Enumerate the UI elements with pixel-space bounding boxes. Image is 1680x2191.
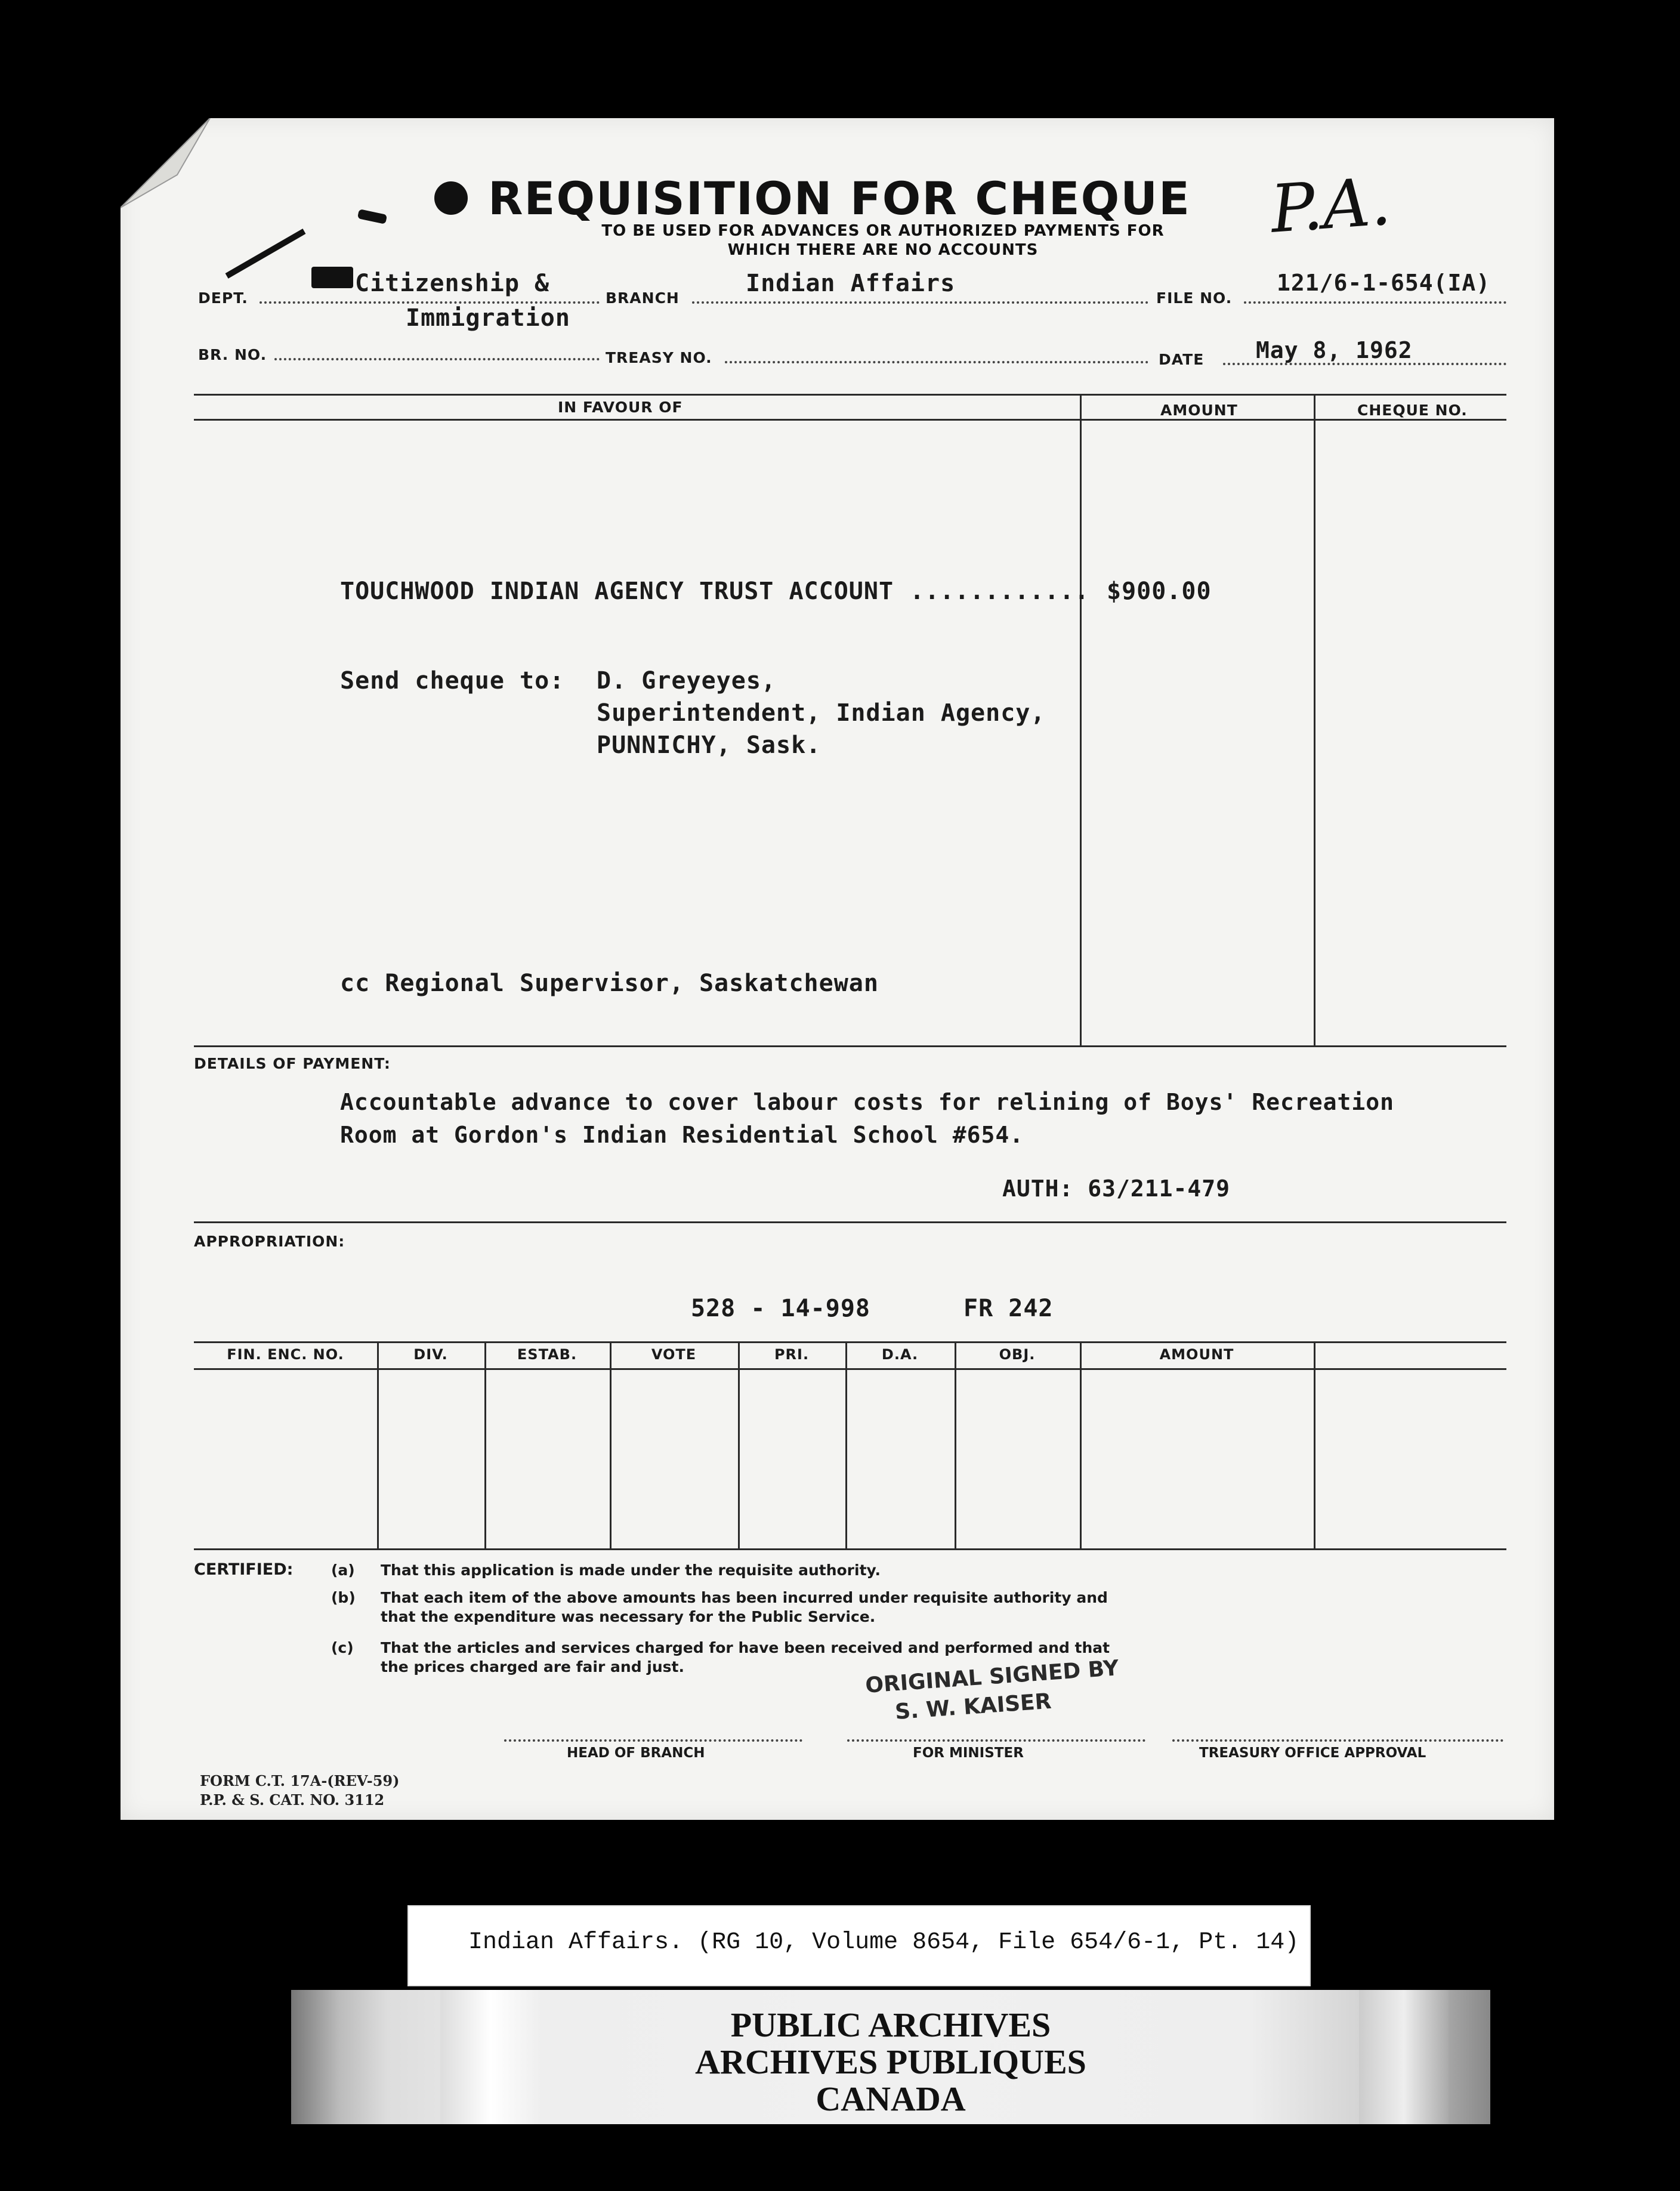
- details-line-2: Room at Gordon's Indian Residential School #654.: [340, 1122, 1024, 1148]
- appropriation-fr: FR 242: [963, 1295, 1054, 1322]
- appropriation-column-rule: [845, 1341, 847, 1548]
- treasury-line: [1172, 1739, 1503, 1742]
- branch-label: BRANCH: [606, 289, 680, 307]
- send-to-label: Send cheque to:: [340, 667, 565, 695]
- appropriation-column-header: DIV.: [413, 1346, 448, 1363]
- appropriation-column-rule: [610, 1341, 612, 1548]
- appropriation-table-top: [194, 1341, 1506, 1343]
- archive-stamp-text: [291, 2007, 1490, 2118]
- file-no-label: FILE NO.: [1156, 289, 1233, 307]
- archive-stamp-bar: [291, 1990, 1490, 2124]
- treasy-no-dots: [725, 361, 1148, 363]
- dept-label: DEPT.: [198, 289, 248, 307]
- send-to-place: PUNNICHY, Sask.: [597, 732, 822, 759]
- appropriation-column-header: FIN. ENC. NO.: [227, 1346, 344, 1363]
- in-favour-of-header: IN FAVOUR OF: [558, 399, 683, 416]
- archive-line-3: CANADA: [816, 2079, 966, 2118]
- appropriation-column-rule: [484, 1341, 486, 1548]
- branch-value: Indian Affairs: [746, 270, 956, 297]
- file-no-value: 121/6-1-654(IA): [1277, 270, 1491, 296]
- signature-stamp-line-2: S. W. KAISER: [894, 1689, 1052, 1725]
- form-id-line-1: FORM C.T. 17A-(REV-59): [200, 1772, 400, 1789]
- certified-c-text-1: That the articles and services charged for have been received and performed and that: [381, 1639, 1110, 1656]
- appropriation-column-header: ESTAB.: [517, 1346, 578, 1363]
- branch-dots: [692, 301, 1148, 304]
- appropriation-code: 528 - 14-998: [691, 1295, 870, 1322]
- redaction-mark: [311, 267, 353, 288]
- bullet-icon: [434, 181, 468, 215]
- br-no-dots: [274, 358, 600, 360]
- table-top-rule: [194, 394, 1506, 396]
- form-id-line-2: P.P. & S. CAT. NO. 3112: [200, 1791, 385, 1809]
- archive-line-2: ARCHIVES PUBLIQUES: [695, 2042, 1086, 2081]
- br-no-label: BR. NO.: [198, 346, 267, 363]
- payee-amount: $900.00: [1107, 578, 1212, 605]
- auth-line: AUTH: 63/211-479: [1002, 1175, 1231, 1202]
- archive-reference-text: Indian Affairs. (RG 10, Volume 8654, File 654/6-1, Pt. 14): [468, 1929, 1299, 1956]
- dept-value-1: Citizenship &: [355, 270, 550, 297]
- treasy-no-label: TREASY NO.: [606, 349, 712, 366]
- appropriation-column-header: OBJ.: [999, 1346, 1036, 1363]
- appropriation-column-header: AMOUNT: [1159, 1346, 1234, 1363]
- for-minister-label: FOR MINISTER: [913, 1745, 1024, 1761]
- head-of-branch-line: [504, 1739, 802, 1742]
- appropriation-column-header: D.A.: [881, 1346, 919, 1363]
- send-to-name: D. Greyeyes,: [597, 667, 776, 695]
- table-header-rule: [194, 419, 1506, 421]
- certified-b-text-1: That each item of the above amounts has been incurred under requisite authority and: [381, 1589, 1108, 1606]
- dept-dots: [260, 301, 600, 304]
- details-label: DETAILS OF PAYMENT:: [194, 1055, 391, 1072]
- date-label: DATE: [1159, 351, 1205, 368]
- payee-line: TOUCHWOOD INDIAN AGENCY TRUST ACCOUNT: [340, 578, 894, 605]
- form-subtitle-2: WHICH THERE ARE NO ACCOUNTS: [727, 241, 1039, 259]
- head-of-branch-label: HEAD OF BRANCH: [567, 1745, 705, 1761]
- cheque-column-rule: [1314, 394, 1315, 1045]
- folded-corner: [121, 118, 216, 214]
- signature-stamp-line-1: ORIGINAL SIGNED BY: [864, 1656, 1120, 1698]
- certified-c-mark: (c): [331, 1639, 354, 1656]
- certified-b-text-2: that the expenditure was necessary for the Public Service.: [381, 1608, 876, 1625]
- file-no-dots: [1244, 301, 1506, 304]
- dept-value-2: Immigration: [406, 304, 570, 332]
- details-bottom-rule: [194, 1221, 1506, 1223]
- appropriation-column-rule: [1080, 1341, 1082, 1548]
- certified-label: CERTIFIED:: [194, 1560, 294, 1579]
- handwritten-initials: P.A.: [1268, 163, 1394, 248]
- appropriation-column-rule: [955, 1341, 956, 1548]
- treasury-approval-label: TREASURY OFFICE APPROVAL: [1199, 1745, 1426, 1761]
- appropriation-column-rule: [738, 1341, 740, 1548]
- send-to-title: Superintendent, Indian Agency,: [597, 699, 1046, 727]
- appropriation-column-rule: [1314, 1341, 1315, 1548]
- archive-reference-label: [407, 1905, 1311, 1986]
- appropriation-column-rule: [377, 1341, 379, 1548]
- form-subtitle-1: TO BE USED FOR ADVANCES OR AUTHORIZED PAYMENTS FOR: [601, 222, 1165, 240]
- details-line-1: Accountable advance to cover labour costs for relining of Boys' Recreation: [340, 1089, 1394, 1115]
- cheque-no-header: CHEQUE NO.: [1357, 402, 1468, 419]
- appropriation-column-header: VOTE: [651, 1346, 697, 1363]
- form-title: REQUISITION FOR CHEQUE: [488, 172, 1191, 225]
- certified-a-mark: (a): [331, 1562, 355, 1579]
- amount-header: AMOUNT: [1160, 402, 1238, 419]
- amount-column-rule: [1080, 394, 1082, 1045]
- cc-line: cc Regional Supervisor, Saskatchewan: [340, 970, 879, 997]
- for-minister-line: [847, 1739, 1145, 1742]
- certified-c-text-2: the prices charged are fair and just.: [381, 1658, 684, 1675]
- date-value: May 8, 1962: [1256, 337, 1413, 363]
- certified-a-text: That this application is made under the requisite authority.: [381, 1562, 881, 1579]
- certified-b-mark: (b): [331, 1589, 356, 1606]
- appropriation-column-header: PRI.: [774, 1346, 810, 1363]
- appropriation-table-header-rule: [194, 1368, 1506, 1370]
- appropriation-label: APPROPRIATION:: [194, 1233, 345, 1250]
- appropriation-table-bottom: [194, 1548, 1506, 1550]
- archive-line-1: PUBLIC ARCHIVES: [730, 2005, 1051, 2044]
- payee-leader: ............: [910, 578, 1089, 605]
- table-bottom-rule: [194, 1045, 1506, 1047]
